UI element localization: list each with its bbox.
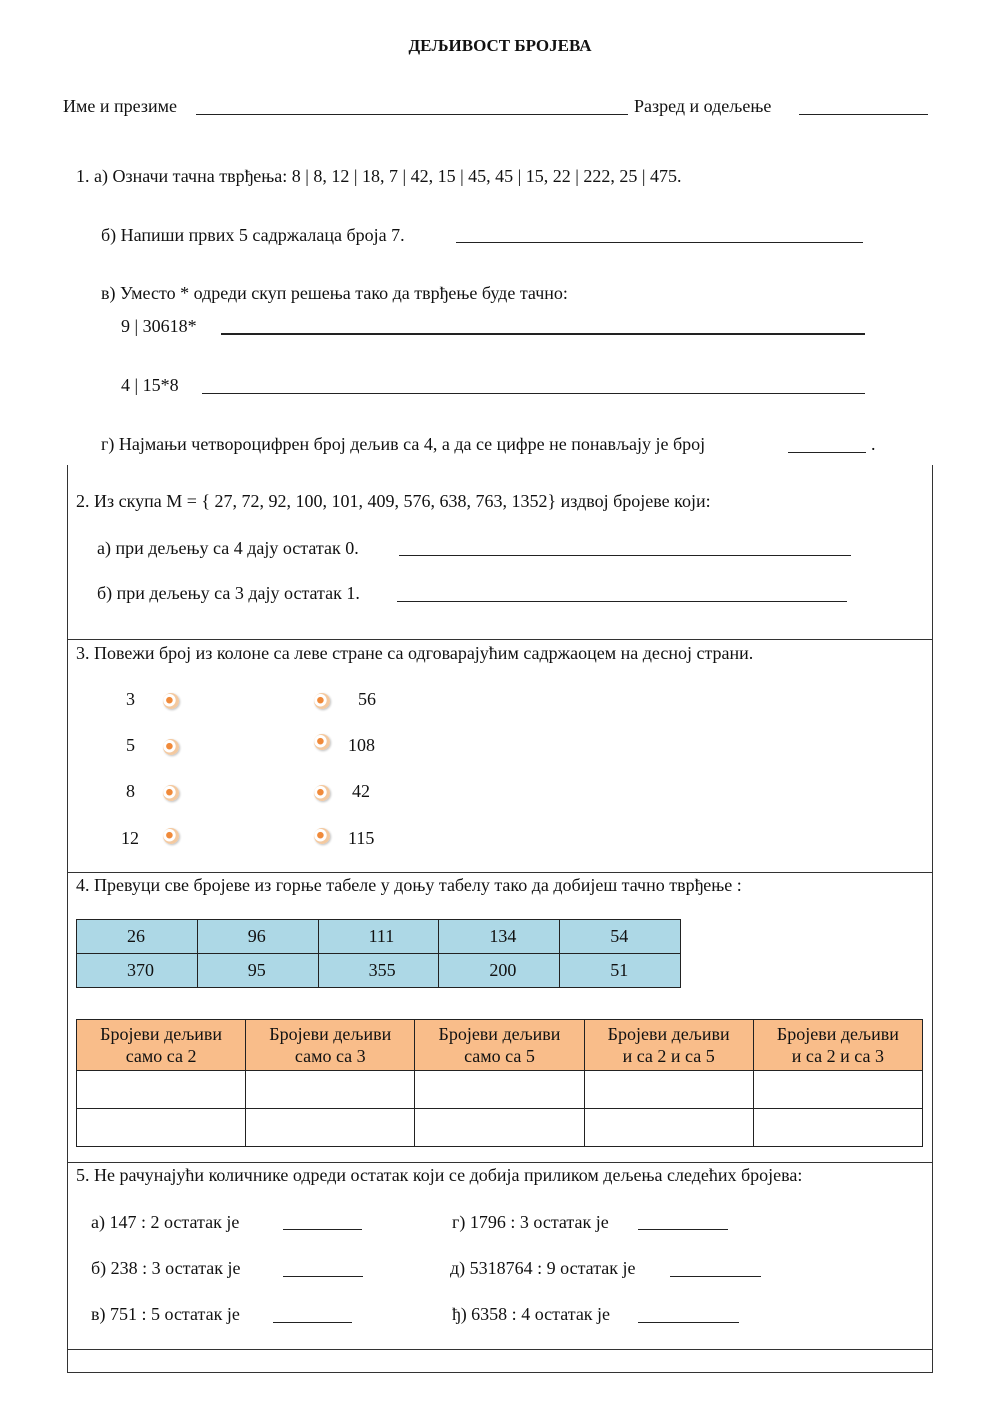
q5-v-text: в) 751 : 5 остатак је — [91, 1304, 240, 1324]
q5-a-answer-line[interactable] — [283, 1229, 362, 1230]
header-line: Бројеви дељиви — [100, 1024, 223, 1044]
draggable-number[interactable]: 26 — [77, 920, 198, 954]
frame-left-border — [67, 465, 68, 1373]
header-line: само са 2 — [125, 1046, 197, 1066]
header-line: Бројеви дељиви — [438, 1024, 561, 1044]
q1-v2-answer-line[interactable] — [202, 393, 865, 394]
q3-left-connector-dot[interactable] — [163, 739, 179, 755]
category-header — [246, 1020, 415, 1071]
q3-right-number: 108 — [348, 735, 375, 755]
table-header-row — [77, 1020, 923, 1071]
q1-g-answer-line[interactable] — [788, 452, 866, 453]
drop-cell[interactable] — [246, 1071, 415, 1109]
q5-a-text: а) 147 : 2 остатак је — [91, 1212, 240, 1232]
category-header — [415, 1020, 584, 1071]
q1-g-period: . — [871, 434, 876, 454]
drop-cell[interactable] — [415, 1109, 584, 1147]
q3-right-connector-dot[interactable] — [314, 785, 330, 801]
name-input-line[interactable] — [196, 114, 628, 115]
page-title: ДЕЉИВОСТ БРОЈЕВА — [408, 36, 592, 55]
q4-text: 4. Превуци све бројеве из горње табеле у доњу табелу тако да добијеш тачно тврђење : — [76, 875, 742, 895]
q5-g-text: г) 1796 : 3 остатак је — [452, 1212, 609, 1232]
q3-right-connector-dot[interactable] — [314, 693, 330, 709]
q1-v-text: в) Уместо * одреди скуп решења тако да тврђење буде тачно: — [101, 283, 568, 303]
q1-v1-text: 9 | 30618* — [121, 316, 197, 336]
q5-v-answer-line[interactable] — [273, 1322, 352, 1323]
table-row — [77, 920, 681, 954]
header-line: и са 2 и са 5 — [622, 1046, 715, 1066]
drop-cell[interactable] — [584, 1109, 753, 1147]
q3-left-number: 5 — [126, 735, 135, 755]
q1-b-answer-line[interactable] — [456, 242, 863, 243]
q5-d-answer-line[interactable] — [670, 1276, 761, 1277]
frame-bottom-border — [67, 1372, 933, 1373]
q5-g-answer-line[interactable] — [638, 1229, 728, 1230]
draggable-number[interactable]: 96 — [197, 920, 318, 954]
header-line: Бројеви дељиви — [776, 1024, 899, 1044]
draggable-number[interactable]: 370 — [77, 954, 198, 988]
q3-left-number: 8 — [126, 781, 135, 801]
q5-b-answer-line[interactable] — [283, 1276, 363, 1277]
divider-q4-q5 — [67, 1162, 933, 1163]
q4-categories-table — [76, 1019, 923, 1147]
category-header — [77, 1020, 246, 1071]
q3-left-number: 12 — [121, 828, 139, 848]
q2-text: 2. Из скупа M = { 27, 72, 92, 100, 101, 409, 576, 638, 763, 1352} издвој бројеве који: — [76, 491, 711, 511]
q2-b-text: б) при дељењу са 3 дају остатак 1. — [97, 583, 360, 603]
draggable-number[interactable]: 111 — [318, 920, 439, 954]
q1-a-text: 1. а) Означи тачна тврђења: 8 | 8, 12 | 18, 7 | 42, 15 | 45, 45 | 15, 22 | 222, 25 | 475. — [76, 166, 682, 186]
q3-text: 3. Повежи број из колоне са леве стране са одговарајућим садржаоцем на десној страни. — [76, 643, 754, 663]
drop-cell[interactable] — [584, 1071, 753, 1109]
q2-a-text: а) при дељењу са 4 дају остатак 0. — [97, 538, 359, 558]
header-line: и са 2 и са 3 — [791, 1046, 884, 1066]
header-line: само са 5 — [464, 1046, 535, 1066]
divider-q3-q4 — [67, 872, 933, 873]
drop-cell[interactable] — [77, 1109, 246, 1147]
q5-dj-text: ђ) 6358 : 4 остатак је — [452, 1304, 611, 1324]
q5-dj-answer-line[interactable] — [638, 1322, 739, 1323]
table-row — [77, 954, 681, 988]
draggable-number[interactable]: 355 — [318, 954, 439, 988]
frame-right-border — [932, 465, 933, 1373]
q3-right-connector-dot[interactable] — [314, 828, 330, 844]
draggable-number[interactable]: 200 — [439, 954, 560, 988]
q1-b-text: б) Напиши првих 5 садржалаца броја 7. — [101, 225, 405, 245]
q3-right-number: 115 — [348, 828, 375, 848]
draggable-number[interactable]: 95 — [197, 954, 318, 988]
drop-cell[interactable] — [753, 1109, 922, 1147]
table-row — [77, 1071, 923, 1109]
q1-g-text: г) Најмањи четвороцифрен број дељив са 4, а да се цифре не понављају је број — [101, 434, 706, 454]
drop-cell[interactable] — [415, 1071, 584, 1109]
table-row — [77, 1109, 923, 1147]
q5-d-text: д) 5318764 : 9 остатак је — [450, 1258, 636, 1278]
q3-left-connector-dot[interactable] — [163, 828, 179, 844]
divider-q5-bottom — [67, 1349, 933, 1350]
q1-v1-answer-line[interactable] — [221, 333, 865, 335]
header-line: Бројеви дељиви — [269, 1024, 392, 1044]
header-line: само са 3 — [294, 1046, 366, 1066]
drop-cell[interactable] — [753, 1071, 922, 1109]
draggable-number[interactable]: 54 — [560, 920, 681, 954]
draggable-number[interactable]: 51 — [560, 954, 681, 988]
q5-text: 5. Не рачунајући количнике одреди остатак који се добија приликом дељења следећих бројева: — [76, 1165, 803, 1185]
class-label: Разред и одељење — [634, 96, 772, 116]
q1-v2-text: 4 | 15*8 — [121, 375, 179, 395]
q5-b-text: б) 238 : 3 остатак је — [91, 1258, 241, 1278]
q3-left-connector-dot[interactable] — [163, 785, 179, 801]
q3-right-number: 42 — [352, 781, 370, 801]
header-line: Бројеви дељиви — [607, 1024, 730, 1044]
q2-a-answer-line[interactable] — [399, 555, 851, 556]
q3-left-number: 3 — [126, 689, 135, 709]
q3-left-connector-dot[interactable] — [163, 693, 179, 709]
divider-q2-q3 — [67, 639, 933, 640]
q2-b-answer-line[interactable] — [397, 601, 847, 602]
name-label: Име и презиме — [63, 96, 177, 116]
category-header — [753, 1020, 922, 1071]
class-input-line[interactable] — [799, 114, 928, 115]
category-header — [584, 1020, 753, 1071]
drop-cell[interactable] — [246, 1109, 415, 1147]
q3-right-connector-dot[interactable] — [314, 734, 330, 750]
q3-right-number: 56 — [358, 689, 376, 709]
drop-cell[interactable] — [77, 1071, 246, 1109]
q4-numbers-table — [76, 919, 681, 988]
draggable-number[interactable]: 134 — [439, 920, 560, 954]
